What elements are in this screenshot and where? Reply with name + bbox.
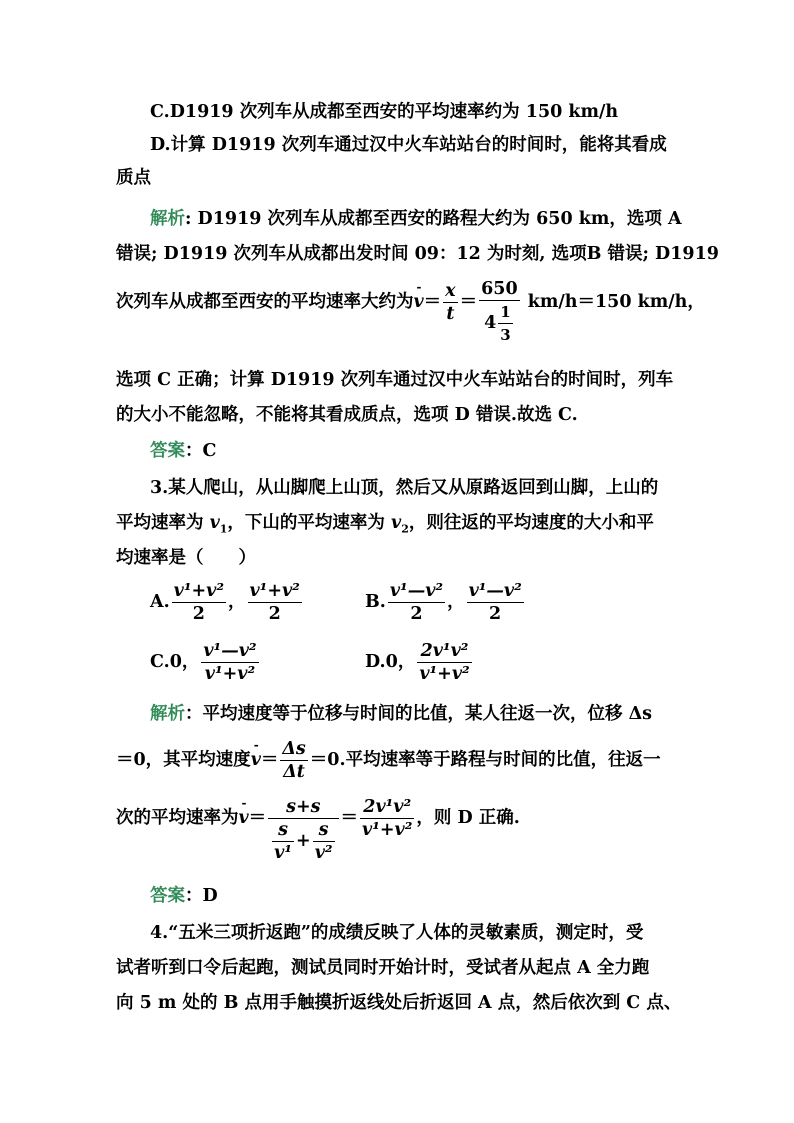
analysis-line-3: 次列车从成都至西安的平均速率大约为 - v＝ $\frac{x}{t}$ ＝ 650 4 $\frac{1}{3}$ km/h＝150 km/h，: [116, 279, 705, 344]
option-c: C.D1919 次列车从成都至西安的平均速率约为 150 km/h: [150, 102, 619, 122]
q4-stem-line-1: 4.“五米三项折返跑”的成绩反映了人体的灵敏素质，测定时，受: [150, 923, 644, 943]
analysis-text: : D1919 次列车从成都至西安的路程大约为 650 km，选项 A: [185, 209, 682, 229]
q3-analysis-line-2: ＝0，其平均速度 - v＝ $\frac{\Delta s}{\Delta t}$ ＝0.平均速率等于路程与时间的比值，往返一: [116, 738, 661, 782]
answer-text: ：C: [185, 441, 217, 461]
q3-analysis-line-3: 次的平均速率为 - v＝ s+s $\frac{s}{\text{v¹}}$ + $\frac{s}{\text{v²}}$ ＝ $\frac{\text{2v¹v²}}{\text{v¹+v²}}$ ，则 D 正确.: [116, 796, 520, 863]
q3-option-c: C.0， $\frac{\text{v¹—v²}}{\text{v¹+v²}}$: [150, 641, 257, 684]
analysis-line-1: [150, 207, 682, 231]
analysis-text: km/h＝150 km/h，: [527, 292, 705, 312]
q3-analysis-line-1: 解析：平均速度等于位移与时间的比值，某人往返一次，位移 Δs: [150, 704, 653, 724]
v-bar: - v: [413, 280, 424, 312]
analysis-text: 次列车从成都至西安的平均速率大约为: [116, 292, 414, 312]
answer-line: [150, 439, 216, 463]
q3-option-d: D.0， $\frac{\text{2v¹v²}}{\text{v¹+v²}}$: [365, 641, 470, 684]
answer-label: 答案: [150, 441, 185, 461]
q4-stem-line-2: 试者听到口令后起跑，测试员同时开始计时，受试者从起点 A 全力跑: [116, 958, 650, 978]
q3-stem-line-1: 3.某人爬山，从山脚爬上山顶，然后又从原路返回到山脚，上山的: [150, 478, 659, 498]
q3-stem-line-3: 均速率是（ ）: [116, 548, 256, 568]
analysis-line-5: 的大小不能忽略，不能将其看成质点，选项 D 错误.故选 C.: [116, 405, 578, 425]
analysis-line-2: 错误; D1919 次列车从成都出发时间 09：12 为时刻, 选项B 错误; D1919: [116, 244, 719, 264]
option-d-line-2: 质点: [116, 168, 151, 188]
q3-option-b: B. $\frac{\text{v¹—v²}}{2}$ ， $\frac{\text{v¹—v²}}{2}$: [365, 581, 522, 624]
analysis-line-4: 选项 C 正确；计算 D1919 次列车通过汉中火车站站台的时间时，列车: [116, 370, 674, 390]
analysis-label: 解析: [150, 704, 185, 724]
analysis-label: 解析: [150, 209, 185, 229]
frac-650-over-mixed: 650 4 $\frac{1}{3}$: [481, 279, 518, 344]
q4-stem-line-3: 向 5 m 处的 B 点用手触摸折返线处后折返回 A 点，然后依次到 C 点、: [116, 993, 682, 1013]
q3-stem-line-2: 平均速率为 $v_1$，下山的平均速率为 $v_2$，则往返的平均速度的大小和平: [116, 513, 654, 536]
answer-label: 答案: [150, 886, 185, 906]
frac-x-over-t: $\frac{x}{t}$: [445, 281, 456, 324]
q3-option-a: A. $\frac{\text{v¹+v²}}{2}$ ， $\frac{\text{v¹+v²}}{2}$: [150, 581, 300, 624]
q3-answer-line: 答案：D: [150, 886, 218, 906]
option-d-line-1: D.计算 D1919 次列车通过汉中火车站站台的时间时，能将其看成: [150, 135, 667, 155]
